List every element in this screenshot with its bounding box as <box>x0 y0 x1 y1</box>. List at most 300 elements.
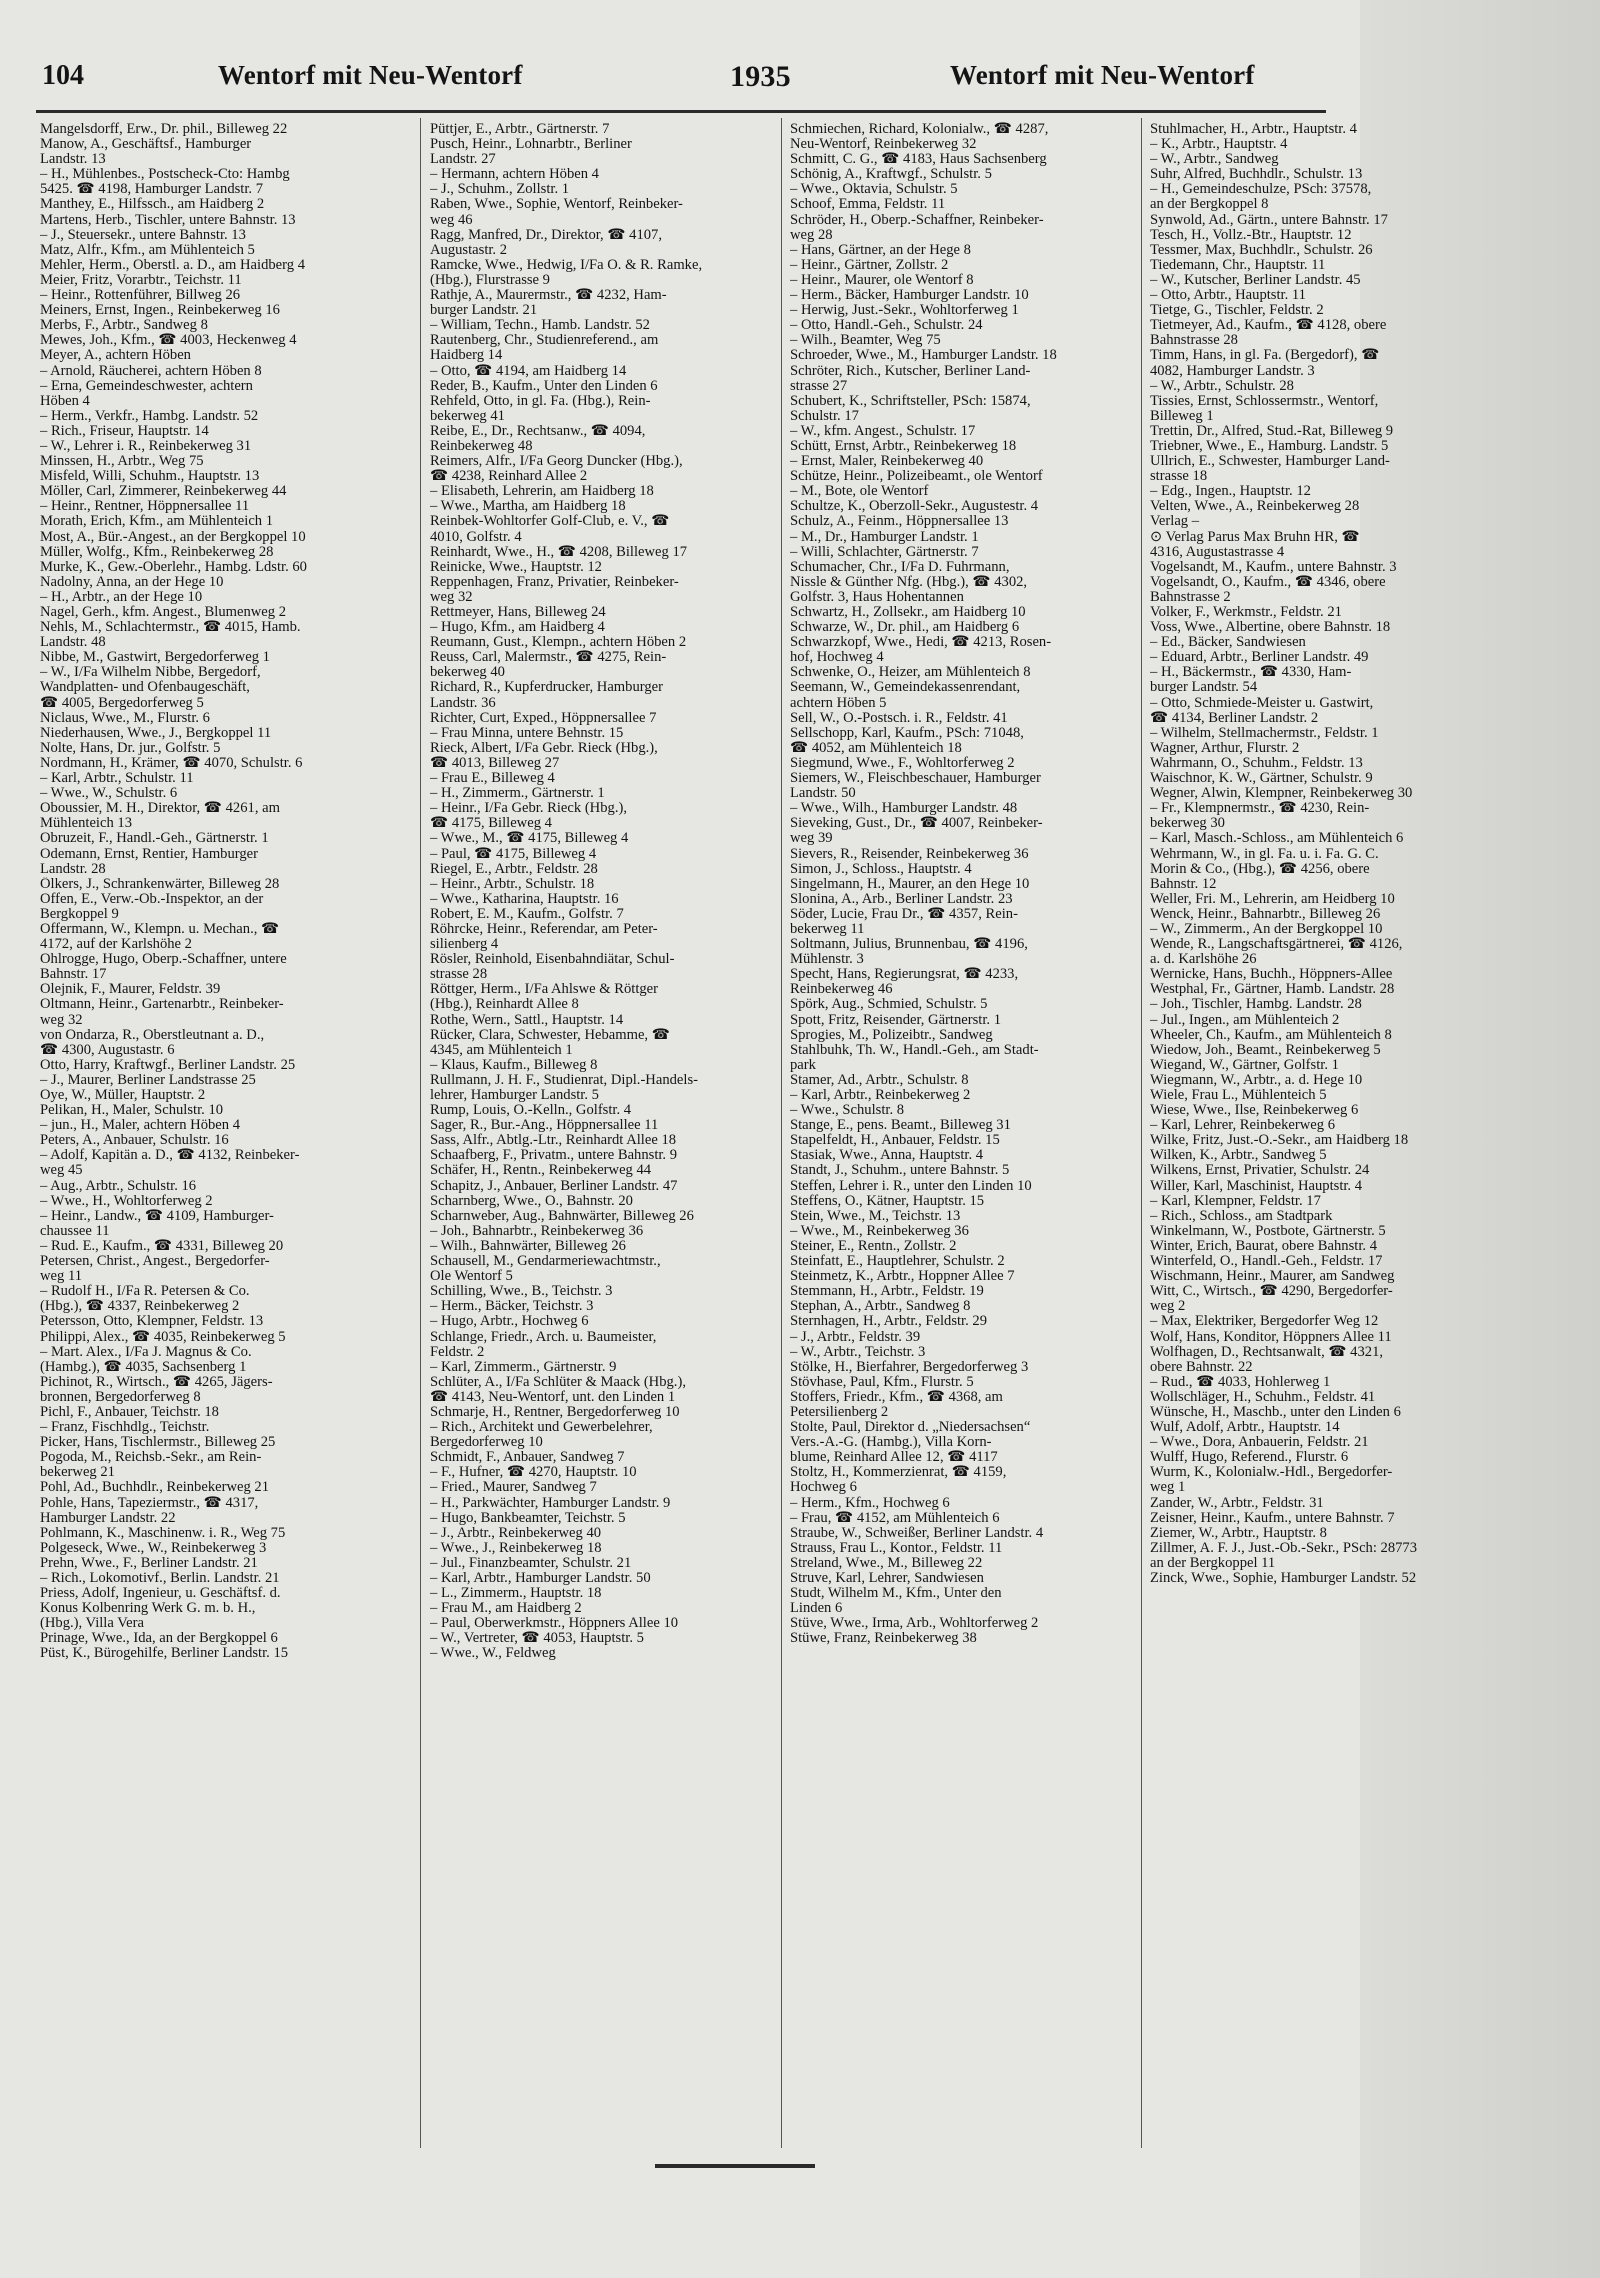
directory-entry: Wollschläger, H., Schuhm., Feldstr. 41 <box>1150 1389 1376 1405</box>
directory-entry: – Wwe., Oktavia, Schulstr. 5 <box>790 182 958 198</box>
page-number: 104 <box>42 60 84 91</box>
directory-entry: – Wilh., Beamter, Weg 75 <box>790 333 941 349</box>
directory-entry: 4082, Hamburger Landstr. 3 <box>1150 363 1315 379</box>
directory-entry: – Erna, Gemeindeschwester, achtern <box>40 378 253 394</box>
directory-entry: (Hbg.), ☎ 4337, Reinbekerweg 2 <box>40 1299 240 1315</box>
directory-entry: – Wwe., J., Reinbekerweg 18 <box>430 1540 602 1556</box>
directory-entry: Mehler, Herm., Oberstl. a. D., am Haidberg 4 <box>40 257 306 273</box>
directory-entry: Obruzeit, F., Handl.-Geh., Gärtnerstr. 1 <box>40 831 269 847</box>
directory-entry: Ullrich, E., Schwester, Hamburger Land- <box>1150 454 1390 470</box>
directory-entry: Bergkoppel 9 <box>40 906 119 922</box>
directory-entry: – K., Arbtr., Hauptstr. 4 <box>1150 137 1288 153</box>
directory-entry: Reuss, Carl, Malermstr., ☎ 4275, Rein- <box>430 650 667 666</box>
directory-entry: – W., Arbtr., Schulstr. 28 <box>1150 378 1294 394</box>
directory-entry: – M., Bote, ole Wentorf <box>790 484 929 500</box>
directory-entry: Schäfer, H., Rentn., Reinbekerweg 44 <box>430 1163 652 1179</box>
directory-entry: – Heinr., Rentner, Höppnersallee 11 <box>40 499 250 515</box>
directory-entry: Tiedemann, Chr., Hauptstr. 11 <box>1150 257 1326 273</box>
directory-entry: – Karl, Lehrer, Reinbekerweg 6 <box>1150 1118 1336 1134</box>
directory-entry: Zander, W., Arbtr., Feldstr. 31 <box>1150 1495 1324 1511</box>
directory-entry: Röhrcke, Heinr., Referendar, am Peter- <box>430 921 658 937</box>
directory-entry: weg 32 <box>40 1012 83 1028</box>
directory-entry: – Wwe., Martha, am Haidberg 18 <box>430 499 626 515</box>
directory-entry: bekerweg 40 <box>430 665 505 681</box>
directory-entry: Schubert, K., Schriftsteller, PSch: 15874, <box>790 393 1031 409</box>
directory-entry: Reibe, E., Dr., Rechtsanw., ☎ 4094, <box>430 423 646 439</box>
directory-entry: Priess, Adolf, Ingenieur, u. Geschäftsf. d. <box>40 1586 281 1602</box>
directory-entry: Streland, Wwe., M., Billeweg 22 <box>790 1555 983 1571</box>
directory-entry: Winter, Erich, Baurat, obere Bahnstr. 4 <box>1150 1238 1377 1254</box>
directory-entry: Strauss, Frau L., Kontor., Feldstr. 11 <box>790 1540 1003 1556</box>
directory-entry: Sieveking, Gust., Dr., ☎ 4007, Reinbeker- <box>790 816 1043 832</box>
directory-entry: Schröder, H., Oberp.-Schaffner, Reinbeker- <box>790 212 1044 228</box>
directory-entry: Sievers, R., Reisender, Reinbekerweg 36 <box>790 846 1029 862</box>
directory-entry: Siegmund, Wwe., F., Wohltorferweg 2 <box>790 755 1015 771</box>
directory-entry: Sell, W., O.-Postsch. i. R., Feldstr. 41 <box>790 710 1008 726</box>
directory-entry: strasse 27 <box>790 378 848 394</box>
directory-entry: Wiedow, Joh., Beamt., Reinbekerweg 5 <box>1150 1042 1381 1058</box>
directory-entry: Schmidt, F., Anbauer, Sandweg 7 <box>430 1450 625 1466</box>
directory-entry: Sternhagen, H., Arbtr., Feldstr. 29 <box>790 1314 988 1330</box>
directory-entry: Schapitz, J., Anbauer, Berliner Landstr. 47 <box>430 1178 678 1194</box>
directory-entry: Prinage, Wwe., Ida, an der Bergkoppel 6 <box>40 1631 278 1647</box>
directory-entry: Voss, Wwe., Albertine, obere Bahnstr. 18 <box>1150 620 1391 636</box>
directory-entry: Velten, Wwe., A., Reinbekerweg 28 <box>1150 499 1360 515</box>
directory-entry: Stamer, Ad., Arbtr., Schulstr. 8 <box>790 1072 969 1088</box>
directory-entry: Hochweg 6 <box>790 1480 857 1496</box>
directory-entry: – Rud. E., Kaufm., ☎ 4331, Billeweg 20 <box>40 1238 284 1254</box>
directory-entry: Schütze, Heinr., Polizeibeamt., ole Wentorf <box>790 469 1043 485</box>
directory-entry: Ohlrogge, Hugo, Oberp.-Schaffner, untere <box>40 952 287 968</box>
directory-entry: – J., Steuersekr., untere Bahnstr. 13 <box>40 227 246 243</box>
directory-entry: Vogelsandt, O., Kaufm., ☎ 4346, obere <box>1150 574 1386 590</box>
directory-entry: bronnen, Bergedorferweg 8 <box>40 1389 201 1405</box>
directory-entry: Stolte, Paul, Direktor d. „Niedersachsen“ <box>790 1420 1031 1436</box>
directory-entry: Schulz, A., Feinm., Höppnersallee 13 <box>790 514 1009 530</box>
directory-entry: Verlag – <box>1150 514 1200 530</box>
directory-entry: Murke, K., Gew.-Oberlehr., Hambg. Ldstr. 60 <box>40 559 307 575</box>
directory-entry: Wernicke, Hans, Buchh., Höppners-Allee <box>1150 967 1393 983</box>
directory-entry: Rösler, Reinhold, Eisenbahndiätar, Schul- <box>430 952 675 968</box>
directory-entry: Philippi, Alex., ☎ 4035, Reinbekerweg 5 <box>40 1329 286 1345</box>
end-rule <box>655 2164 815 2168</box>
directory-entry: Offermann, W., Klempn. u. Mechan., ☎ <box>40 921 280 937</box>
directory-entry: Prehn, Wwe., F., Berliner Landstr. 21 <box>40 1555 258 1571</box>
directory-entry: achtern Höben 5 <box>790 695 887 711</box>
directory-entry: – W., kfm. Angest., Schulstr. 17 <box>790 423 976 439</box>
directory-entry: Zillmer, A. F. J., Just.-Ob.-Sekr., PSch: 28773 <box>1150 1540 1418 1556</box>
directory-entry: – Franz, Fischhdlg., Teichstr. <box>40 1420 210 1436</box>
directory-entry: – Hans, Gärtner, an der Hege 8 <box>790 242 971 258</box>
directory-entry: Winkelmann, W., Postbote, Gärtnerstr. 5 <box>1150 1223 1386 1239</box>
directory-entry: – Herm., Kfm., Hochweg 6 <box>790 1495 950 1511</box>
directory-entry: Nissle & Günther Nfg. (Hbg.), ☎ 4302, <box>790 574 1028 590</box>
directory-column-3 <box>790 122 1152 1646</box>
directory-entry: Morath, Erich, Kfm., am Mühlenteich 1 <box>40 514 274 530</box>
directory-entry: strasse 18 <box>1150 469 1208 485</box>
directory-entry: Neu-Wentorf, Reinbekerweg 32 <box>790 137 977 153</box>
directory-entry: Triebner, Wwe., E., Hamburg. Landstr. 5 <box>1150 438 1389 454</box>
directory-entry: Landstr. 27 <box>430 152 496 168</box>
directory-entry: – Otto, ☎ 4194, am Haidberg 14 <box>430 363 627 379</box>
directory-entry: Schwarze, W., Dr. phil., am Haidberg 6 <box>790 620 1020 636</box>
directory-entry: Möller, Carl, Zimmerer, Reinbekerweg 44 <box>40 484 287 500</box>
directory-entry: Trettin, Dr., Alfred, Stud.-Rat, Billeweg 9 <box>1150 423 1394 439</box>
directory-entry: – M., Dr., Hamburger Landstr. 1 <box>790 529 979 545</box>
directory-entry: Otto, Harry, Kraftwgf., Berliner Landstr. 25 <box>40 1057 296 1073</box>
directory-entry: – Rich., Architekt und Gewerbelehrer, <box>430 1420 653 1436</box>
directory-entry: Niclaus, Wwe., M., Flurstr. 6 <box>40 710 210 726</box>
directory-entry: Schlange, Friedr., Arch. u. Baumeister, <box>430 1329 657 1345</box>
directory-entry: Wurm, K., Kolonialw.-Hdl., Bergedorfer- <box>1150 1465 1393 1481</box>
directory-entry: Manthey, E., Hilfssch., am Haidberg 2 <box>40 197 265 213</box>
directory-entry: – Arnold, Räucherei, achtern Höben 8 <box>40 363 262 379</box>
directory-entry: – Eduard, Arbtr., Berliner Landstr. 49 <box>1150 650 1369 666</box>
directory-entry: bekerweg 21 <box>40 1465 115 1481</box>
directory-entry: Mewes, Joh., Kfm., ☎ 4003, Heckenweg 4 <box>40 333 297 349</box>
directory-entry: Schwenke, O., Heizer, am Mühlenteich 8 <box>790 665 1031 681</box>
directory-entry: 5425. ☎ 4198, Hamburger Landstr. 7 <box>40 182 264 198</box>
directory-entry: Steffen, Lehrer i. R., unter den Linden 10 <box>790 1178 1032 1194</box>
directory-entry: – Edg., Ingen., Hauptstr. 12 <box>1150 484 1311 500</box>
directory-entry: – Herm., Bäcker, Teichstr. 3 <box>430 1299 594 1315</box>
directory-entry: Wischmann, Heinr., Maurer, am Sandweg <box>1150 1269 1395 1285</box>
running-title-right: Wentorf mit Neu-Wentorf <box>950 60 1255 90</box>
directory-entry: Tessmer, Max, Buchhdlr., Schulstr. 26 <box>1150 242 1373 258</box>
directory-entry: – Rich., Friseur, Hauptstr. 14 <box>40 423 209 439</box>
directory-entry: Golfstr. 3, Haus Hohentannen <box>790 589 964 605</box>
directory-entry: Nadolny, Anna, an der Hege 10 <box>40 574 224 590</box>
directory-entry: – Karl, Masch.-Schloss., am Mühlenteich 6 <box>1150 831 1404 847</box>
directory-entry: Röttger, Herm., I/Fa Ahlswe & Röttger <box>430 982 659 998</box>
directory-entry: burger Landstr. 54 <box>1150 680 1258 696</box>
directory-entry: Wandplatten- und Ofenbaugeschäft, <box>40 680 250 696</box>
directory-entry: – W., Arbtr., Sandweg <box>1150 152 1279 168</box>
directory-entry: Pohl, Ad., Buchhdlr., Reinbekerweg 21 <box>40 1480 270 1496</box>
page-header <box>40 60 1320 102</box>
directory-column-2 <box>430 122 792 1662</box>
directory-entry: – Wwe., M., Reinbekerweg 36 <box>790 1223 969 1239</box>
directory-entry: – Otto, Schmiede-Meister u. Gastwirt, <box>1150 695 1374 711</box>
directory-entry: – W., Zimmerm., An der Bergkoppel 10 <box>1150 921 1383 937</box>
directory-entry: – Joh., Bahnarbtr., Reinbekerweg 36 <box>430 1223 644 1239</box>
directory-entry: – Heinr., Arbtr., Schulstr. 18 <box>430 876 595 892</box>
directory-entry: Weller, Fri. M., Lehrerin, am Heidberg 10 <box>1150 891 1395 907</box>
directory-entry: Richard, R., Kupferdrucker, Hamburger <box>430 680 663 696</box>
directory-entry: – J., Maurer, Berliner Landstrasse 25 <box>40 1072 256 1088</box>
directory-entry: Sellschopp, Karl, Kaufm., PSch: 71048, <box>790 725 1024 741</box>
directory-entry: – F., Hufner, ☎ 4270, Hauptstr. 10 <box>430 1465 637 1481</box>
directory-entry: Reppenhagen, Franz, Privatier, Reinbeker- <box>430 574 679 590</box>
directory-entry: (Hbg.), Villa Vera <box>40 1616 144 1632</box>
directory-entry: Nolte, Hans, Dr. jur., Golfstr. 5 <box>40 740 221 756</box>
directory-entry: – H., Arbtr., an der Hege 10 <box>40 589 203 605</box>
directory-entry: – W., Kutscher, Berliner Landstr. 45 <box>1150 272 1361 288</box>
directory-entry: – W., Arbtr., Teichstr. 3 <box>790 1344 926 1360</box>
directory-entry: Rathje, A., Maurermstr., ☎ 4232, Ham- <box>430 288 667 304</box>
directory-entry: Reder, B., Kaufm., Unter den Linden 6 <box>430 378 658 394</box>
directory-entry: – H., Parkwächter, Hamburger Landstr. 9 <box>430 1495 671 1511</box>
directory-entry: – jun., H., Maler, achtern Höben 4 <box>40 1118 241 1134</box>
directory-entry: – Paul, ☎ 4175, Billeweg 4 <box>430 846 597 862</box>
directory-entry: – Karl, Klempner, Feldstr. 17 <box>1150 1193 1321 1209</box>
directory-entry: – Hugo, Kfm., am Haidberg 4 <box>430 620 605 636</box>
directory-entry: – Wwe., Schulstr. 8 <box>790 1103 905 1119</box>
directory-entry: – Wilh., Bahnwärter, Billeweg 26 <box>430 1238 626 1254</box>
directory-entry: Nagel, Gerh., kfm. Angest., Blumenweg 2 <box>40 605 287 620</box>
directory-entry: Schmitt, C. G., ☎ 4183, Haus Sachsenberg <box>790 152 1047 168</box>
directory-entry: Misfeld, Willi, Schuhm., Hauptstr. 13 <box>40 469 260 485</box>
directory-entry: Tissies, Ernst, Schlossermstr., Wentorf, <box>1150 393 1379 409</box>
directory-entry: – Jul., Ingen., am Mühlenteich 2 <box>1150 1012 1340 1028</box>
directory-entry: Reinhardt, Wwe., H., ☎ 4208, Billeweg 17 <box>430 544 688 560</box>
directory-entry: – Otto, Arbtr., Hauptstr. 11 <box>1150 288 1306 304</box>
directory-entry: – J., Arbtr., Feldstr. 39 <box>790 1329 921 1345</box>
directory-entry: – Frau, ☎ 4152, am Mühlenteich 6 <box>790 1510 1000 1526</box>
directory-entry: Schmiechen, Richard, Kolonialw., ☎ 4287, <box>790 122 1049 137</box>
directory-entry: Nibbe, M., Gastwirt, Bergedorferweg 1 <box>40 650 270 666</box>
directory-entry: bekerweg 41 <box>430 408 505 424</box>
directory-entry: Höben 4 <box>40 393 90 409</box>
directory-entry: Waischnor, K. W., Gärtner, Schulstr. 9 <box>1150 771 1373 787</box>
directory-entry: – Wilhelm, Stellmachermstr., Feldstr. 1 <box>1150 725 1379 741</box>
directory-entry: Steinmetz, K., Arbtr., Hoppner Allee 7 <box>790 1269 1015 1285</box>
directory-entry: ⊙ Verlag Parus Max Bruhn HR, ☎ <box>1150 529 1360 545</box>
directory-entry: Zinck, Wwe., Sophie, Hamburger Landstr. 52 <box>1150 1571 1417 1586</box>
directory-entry: Minssen, H., Arbtr., Weg 75 <box>40 454 204 470</box>
directory-entry: Schaafberg, F., Privatm., untere Bahnstr. 9 <box>430 1148 678 1164</box>
directory-entry: Wende, R., Langschaftsgärtnerei, ☎ 4126, <box>1150 937 1403 953</box>
directory-entry: Sprogies, M., Polizeibtr., Sandweg <box>790 1027 993 1043</box>
directory-entry: Westphal, Fr., Gärtner, Hamb. Landstr. 28 <box>1150 982 1395 998</box>
directory-entry: Schönig, A., Kraftwgf., Schulstr. 5 <box>790 167 992 183</box>
directory-entry: Stövhase, Paul, Kfm., Flurstr. 5 <box>790 1374 974 1390</box>
directory-entry: bekerweg 30 <box>1150 816 1225 832</box>
directory-entry: – Frau Minna, untere Behnstr. 15 <box>430 725 624 741</box>
directory-entry: weg 1 <box>1150 1480 1186 1496</box>
directory-entry: – Rudolf H., I/Fa R. Petersen & Co. <box>40 1284 250 1300</box>
directory-entry: Feldstr. 2 <box>430 1344 485 1360</box>
directory-entry: – Wwe., H., Wohltorferweg 2 <box>40 1193 213 1209</box>
directory-entry: Stüwe, Franz, Reinbekerweg 38 <box>790 1631 977 1647</box>
directory-entry: – Fr., Klempnermstr., ☎ 4230, Rein- <box>1150 801 1370 817</box>
directory-entry: ☎ 4175, Billeweg 4 <box>430 816 552 832</box>
directory-entry: – W., I/Fa Wilhelm Nibbe, Bergedorf, <box>40 665 261 681</box>
directory-entry: Niederhausen, Wwe., J., Bergkoppel 11 <box>40 725 272 741</box>
directory-entry: Robert, E. M., Kaufm., Golfstr. 7 <box>430 906 624 922</box>
directory-entry: (Hbg.), Reinhardt Allee 8 <box>430 997 579 1013</box>
directory-entry: Landstr. 36 <box>430 695 496 711</box>
directory-entry: Straube, W., Schweißer, Berliner Landstr. 4 <box>790 1525 1044 1541</box>
directory-entry: Meiners, Ernst, Ingen., Reinbekerweg 16 <box>40 303 280 319</box>
directory-entry: Witt, C., Wirtsch., ☎ 4290, Bergedorfer- <box>1150 1284 1393 1300</box>
directory-entry: – Rud., ☎ 4033, Hohlerweg 1 <box>1150 1374 1331 1390</box>
directory-entry: Schwarzkopf, Wwe., Hedi, ☎ 4213, Rosen- <box>790 635 1052 651</box>
directory-entry: Studt, Wilhelm M., Kfm., Unter den <box>790 1586 1002 1602</box>
directory-entry: bekerweg 11 <box>790 921 865 937</box>
directory-entry: 4010, Golfstr. 4 <box>430 529 522 545</box>
directory-entry: – Wwe., Wilh., Hamburger Landstr. 48 <box>790 801 1018 817</box>
directory-entry: weg 28 <box>790 227 833 243</box>
directory-entry: Spörk, Aug., Schmied, Schulstr. 5 <box>790 997 988 1013</box>
directory-entry: – Heinr., I/Fa Gebr. Rieck (Hbg.), <box>430 801 627 817</box>
directory-entry: Rücker, Clara, Schwester, Hebamme, ☎ <box>430 1027 670 1043</box>
directory-entry: – Herm., Bäcker, Hamburger Landstr. 10 <box>790 288 1029 304</box>
directory-entry: Rullmann, J. H. F., Studienrat, Dipl.-Handels- <box>430 1072 698 1088</box>
directory-entry: Pogoda, M., Reichsb.-Sekr., am Rein- <box>40 1450 262 1466</box>
directory-entry: Schausell, M., Gendarmeriewachtmstr., <box>430 1254 661 1270</box>
directory-entry: ☎ 4013, Billeweg 27 <box>430 755 560 771</box>
directory-entry: – J., Schuhm., Zollstr. 1 <box>430 182 570 198</box>
directory-entry: Stahlbuhk, Th. W., Handl.-Geh., am Stadt- <box>790 1042 1039 1058</box>
directory-entry: Hamburger Landstr. 22 <box>40 1510 176 1526</box>
directory-entry: – Willi, Schlachter, Gärtnerstr. 7 <box>790 544 979 560</box>
directory-entry: Petersilienberg 2 <box>790 1404 889 1420</box>
directory-entry: – Karl, Arbtr., Hamburger Landstr. 50 <box>430 1571 651 1586</box>
directory-entry: – Frau M., am Haidberg 2 <box>430 1601 582 1617</box>
directory-entry: Mühlenteich 13 <box>40 816 133 832</box>
directory-entry: Ziemer, W., Arbtr., Hauptstr. 8 <box>1150 1525 1327 1541</box>
directory-entry: Linden 6 <box>790 1601 843 1617</box>
directory-entry: obere Bahnstr. 22 <box>1150 1359 1253 1375</box>
directory-entry: Timm, Hans, in gl. Fa. (Bergedorf), ☎ <box>1150 348 1380 364</box>
directory-entry: Slonina, A., Arb., Berliner Landstr. 23 <box>790 891 1013 907</box>
directory-entry: an der Bergkoppel 8 <box>1150 197 1269 213</box>
directory-entry: Schroeder, Wwe., M., Hamburger Landstr. 18 <box>790 348 1057 364</box>
directory-entry: Standt, J., Schuhm., untere Bahnstr. 5 <box>790 1163 1010 1179</box>
directory-entry: Stein, Wwe., M., Teichstr. 13 <box>790 1208 961 1224</box>
directory-entry: Wulff, Hugo, Referend., Flurstr. 6 <box>1150 1450 1349 1466</box>
directory-entry: Merbs, F., Arbtr., Sandweg 8 <box>40 318 208 334</box>
directory-entry: Sager, R., Bur.-Ang., Höppnersallee 11 <box>430 1118 659 1134</box>
running-title-left: Wentorf mit Neu-Wentorf <box>218 60 523 90</box>
directory-entry: Stange, E., pens. Beamt., Billeweg 31 <box>790 1118 1011 1134</box>
directory-entry: Suhr, Alfred, Buchhdlr., Schulstr. 13 <box>1150 167 1363 183</box>
directory-entry: Meier, Fritz, Vorarbtr., Teichstr. 11 <box>40 272 242 288</box>
directory-entry: Wolfhagen, D., Rechtsanwalt, ☎ 4321, <box>1150 1344 1384 1360</box>
directory-entry: chaussee 11 <box>40 1223 110 1239</box>
directory-entry: – Rich., Schloss., am Stadtpark <box>1150 1208 1333 1224</box>
directory-entry: Schmarje, H., Rentner, Bergedorferweg 10 <box>430 1404 680 1420</box>
directory-entry: Püst, K., Bürogehilfe, Berliner Landstr. 15 <box>40 1646 289 1662</box>
directory-entry: Bahnstrasse 28 <box>1150 333 1238 349</box>
directory-entry: Pohlmann, K., Maschinenw. i. R., Weg 75 <box>40 1525 286 1541</box>
directory-entry: Rothe, Wern., Sattl., Hauptstr. 14 <box>430 1012 624 1028</box>
directory-entry: – Heinr., Gärtner, Zollstr. 2 <box>790 257 949 273</box>
directory-entry: Schröter, Rich., Kutscher, Berliner Land- <box>790 363 1031 379</box>
directory-entry: – Jul., Finanzbeamter, Schulstr. 21 <box>430 1555 632 1571</box>
directory-entry: Bergedorferweg 10 <box>430 1435 543 1451</box>
directory-entry: Wilkens, Ernst, Privatier, Schulstr. 24 <box>1150 1163 1370 1179</box>
directory-entry: Wiegand, W., Gärtner, Golfstr. 1 <box>1150 1057 1339 1073</box>
column-divider <box>420 118 421 2148</box>
directory-entry: – Wwe., Katharina, Hauptstr. 16 <box>430 891 619 907</box>
directory-entry: Nordmann, H., Krämer, ☎ 4070, Schulstr. 6 <box>40 755 303 771</box>
directory-entry: – Paul, Oberwerkmstr., Höppners Allee 10 <box>430 1616 679 1632</box>
directory-entry: Vers.-A.-G. (Hambg.), Villa Korn- <box>790 1435 992 1451</box>
directory-entry: Oltmann, Heinr., Gartenarbtr., Reinbeker- <box>40 997 284 1013</box>
directory-entry: – W., Vertreter, ☎ 4053, Hauptstr. 5 <box>430 1631 644 1647</box>
directory-entry: Mangelsdorff, Erw., Dr. phil., Billeweg 22 <box>40 122 288 137</box>
directory-entry: weg 46 <box>430 212 473 228</box>
directory-entry: ☎ 4134, Berliner Landstr. 2 <box>1150 710 1319 726</box>
directory-entry: – William, Techn., Hamb. Landstr. 52 <box>430 318 650 334</box>
directory-entry: Schoof, Emma, Feldstr. 11 <box>790 197 946 213</box>
directory-entry: Pichl, F., Anbauer, Teichstr. 18 <box>40 1404 219 1420</box>
directory-entry: 4345, am Mühlenteich 1 <box>430 1042 573 1058</box>
directory-entry: Reinbekerweg 48 <box>430 438 533 454</box>
directory-entry: Volker, F., Werkmstr., Feldstr. 21 <box>1150 605 1342 620</box>
directory-entry: hof, Hochweg 4 <box>790 650 884 666</box>
directory-entry: Bahnstrasse 2 <box>1150 589 1231 605</box>
directory-entry: – H., Bäckermstr., ☎ 4330, Ham- <box>1150 665 1352 681</box>
directory-column-1 <box>40 122 402 1662</box>
directory-entry: – Karl, Arbtr., Reinbekerweg 2 <box>790 1088 971 1103</box>
directory-entry: – Hugo, Bankbeamter, Teichstr. 5 <box>430 1510 626 1526</box>
directory-entry: – Wwe., Dora, Anbauerin, Feldstr. 21 <box>1150 1435 1369 1451</box>
directory-entry: – Hermann, achtern Höben 4 <box>430 167 599 183</box>
directory-entry: Stüve, Wwe., Irma, Arb., Wohltorferweg 2 <box>790 1616 1039 1632</box>
directory-entry: Scharnberg, Wwe., O., Bahnstr. 20 <box>430 1193 633 1209</box>
directory-entry: Reinbekerweg 46 <box>790 982 893 998</box>
directory-entry: – Herwig, Just.-Sekr., Wohltorferweg 1 <box>790 303 1019 319</box>
directory-entry: 4172, auf der Karlshöhe 2 <box>40 937 192 953</box>
directory-entry: Rump, Louis, O.-Kelln., Golfstr. 4 <box>430 1103 632 1119</box>
directory-entry: Stoltz, H., Kommerzienrat, ☎ 4159, <box>790 1465 1007 1481</box>
directory-entry: ☎ 4143, Neu-Wentorf, unt. den Linden 1 <box>430 1389 676 1405</box>
directory-entry: Meyer, A., achtern Höben <box>40 348 191 364</box>
directory-entry: – Heinr., Maurer, ole Wentorf 8 <box>790 272 974 288</box>
directory-entry: Peters, A., Anbauer, Schulstr. 16 <box>40 1133 229 1149</box>
directory-entry: Pichinot, R., Wirtsch., ☎ 4265, Jägers- <box>40 1374 273 1390</box>
directory-entry: – W., Lehrer i. R., Reinbekerweg 31 <box>40 438 252 454</box>
directory-entry: Winterfeld, O., Handl.-Geh., Feldstr. 17 <box>1150 1254 1383 1270</box>
directory-entry: – Joh., Tischler, Hambg. Landstr. 28 <box>1150 997 1362 1013</box>
directory-entry: – H., Gemeindeschulze, PSch: 37578, <box>1150 182 1372 198</box>
directory-entry: Manow, A., Geschäftsf., Hamburger <box>40 137 252 153</box>
directory-entry: Specht, Hans, Regierungsrat, ☎ 4233, <box>790 967 1019 983</box>
directory-entry: lehrer, Hamburger Landstr. 5 <box>430 1088 599 1103</box>
directory-entry: Augustastr. 2 <box>430 242 508 258</box>
directory-entry: – L., Zimmerm., Hauptstr. 18 <box>430 1586 602 1602</box>
directory-entry: weg 39 <box>790 831 833 847</box>
directory-entry: Müller, Wolfg., Kfm., Reinbekerweg 28 <box>40 544 274 560</box>
year: 1935 <box>730 60 791 93</box>
directory-entry: Wilke, Fritz, Just.-O.-Sekr., am Haidberg 18 <box>1150 1133 1409 1149</box>
directory-entry: Wehrmann, W., in gl. Fa. u. i. Fa. G. C. <box>1150 846 1379 862</box>
directory-entry: ☎ 4238, Reinhard Allee 2 <box>430 469 588 485</box>
directory-entry: weg 45 <box>40 1163 83 1179</box>
directory-entry: – Herm., Verkfr., Hambg. Landstr. 52 <box>40 408 259 424</box>
directory-entry: von Ondarza, R., Oberstleutnant a. D., <box>40 1027 265 1043</box>
directory-entry: Ramcke, Wwe., Hedwig, I/Fa O. & R. Ramke, <box>430 257 703 273</box>
directory-entry: Tesch, H., Vollz.-Btr., Hauptstr. 12 <box>1150 227 1352 243</box>
directory-entry: burger Landstr. 21 <box>430 303 538 319</box>
directory-entry: Odemann, Ernst, Rentier, Hamburger <box>40 846 258 862</box>
directory-entry: Steiner, E., Rentn., Zollstr. 2 <box>790 1238 957 1254</box>
directory-entry: Rautenberg, Chr., Studienreferend., am <box>430 333 659 349</box>
directory-entry: Polgeseck, Wwe., W., Reinbekerweg 3 <box>40 1540 267 1556</box>
directory-entry: park <box>790 1057 816 1073</box>
directory-entry: Matz, Alfr., Kfm., am Mühlenteich 5 <box>40 242 255 258</box>
directory-entry: Richter, Curt, Exped., Höppnersallee 7 <box>430 710 657 726</box>
directory-entry: Simon, J., Schloss., Hauptstr. 4 <box>790 861 972 877</box>
directory-entry: weg 11 <box>40 1269 83 1285</box>
directory-entry: Stuhlmacher, H., Arbtr., Hauptstr. 4 <box>1150 122 1357 137</box>
directory-entry: blume, Reinhard Allee 12, ☎ 4117 <box>790 1450 998 1466</box>
directory-entry: – J., Arbtr., Reinbekerweg 40 <box>430 1525 602 1541</box>
directory-entry: Tietmeyer, Ad., Kaufm., ☎ 4128, obere <box>1150 318 1387 334</box>
